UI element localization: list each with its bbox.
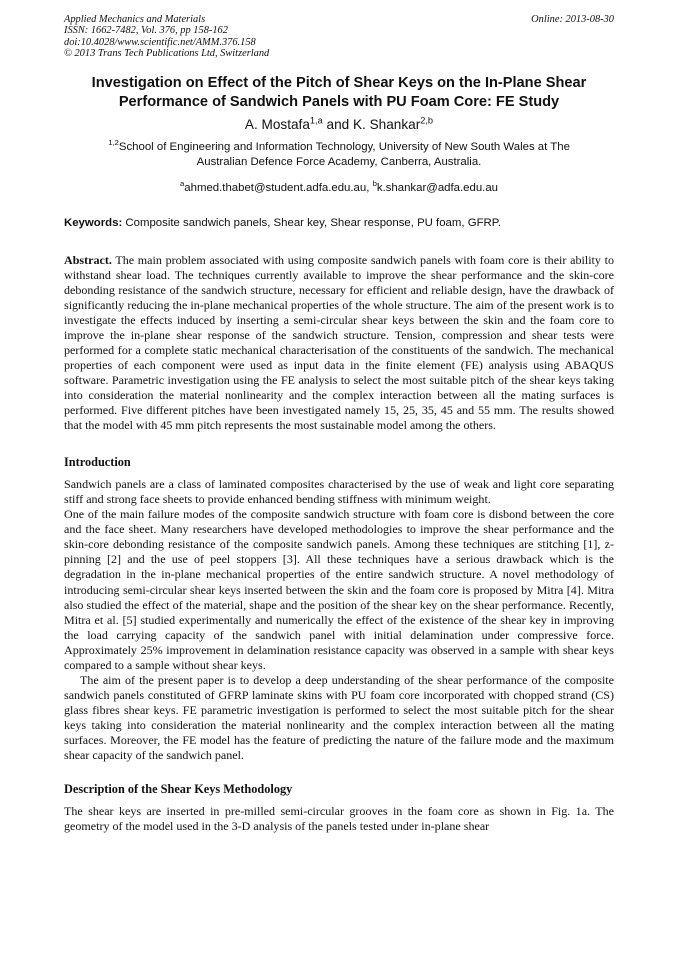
author-name: K. Shankar [352,116,421,132]
keywords [64,216,614,231]
journal-issn: ISSN: 1662-7482, Vol. 376, pp 158-162 [64,25,228,37]
paragraph: One of the main failure modes of the composite sandwich structure with foam core is disbond between the core and the face sheet. Many researchers have developed methodologies to improve the shear performance and the skin-core debonding resistance of the composite sandwich panels. Among these techniques are stitching [1], z-pinning [2] and the use of peel stoppers [3]. All these techniques have a serious drawback which is the degradation in the in-plane mechanical properties of the entire sandwich structure. A novel methodology of introducing semi-circular shear keys inserted between the skin and the foam core is proposed by Mitra [4]. Mitra also studied the effect of the material, shape and the position of the shear key on the shear performance. Recently, Mitra et al. [5] studied experimentally and numerically the effect of the existence of the shear key in improving the load carrying capacity of the sandwich panel with initial delamination under compressive force. Approximately 25% improvement in delamination resistance capacity was observed in a sample with shear keys compared to a sample without shear keys. [64,507,614,672]
journal-name: Applied Mechanics and Materials [64,14,206,25]
abstract-text: The main problem associated with using composite sandwich panels with foam core is their ability to withstand shear load. The techniques currently available to improve the shear performance and the skin-core debonding resistance of the sandwich structure, necessary for efficient and reliable design, have the drawback of significantly reducing the in-plane mechanical properties of the whole structure. The aim of the present work is to investigate the effects induced by inserting a semi-circular shear keys between the skin and the foam core to improve the in-plane shear response of the sandwich structure. Tension, compression and shear tests were performed for a complete static mechanical characterisation of the constituents of the sandwich. The mechanical properties of each component were used as input data in the finite element (FE) analysis using ABAQUS software. Parametric investigation using the FE analysis to select the most suitable pitch of the shear keys taking into consideration the material nonlinearity and the complex interaction between all the mating surfaces is performed. Five different pitches have been investigated namely 15, 25, 35, 45 and 55 mm. The results showed that the model with 45 mm pitch represents the most sustainable model among the others. [64,252,614,433]
affiliation-text: School of Engineering and Information Technology, University of New South Wales at The Australian Defence Force Academy, Canberra, Australia. [118,140,570,168]
journal-header [64,14,614,60]
paragraph: The shear keys are inserted in pre-milled semi-circular grooves in the foam core as shown in Fig. 1a. The geometry of the model used in the 3-D analysis of the panels tested under in-plane shear [64,804,614,834]
online-date: Online: 2013-08-30 [531,14,614,25]
abstract [64,253,614,434]
email-marker: b [372,178,377,188]
author-list [64,116,614,134]
journal-copyright: © 2013 Trans Tech Publications Ltd, Switzerland [64,48,270,60]
email-marker: a [179,178,185,188]
section-heading-introduction: Introduction [64,455,131,470]
paper-title: Investigation on Effect of the Pitch of Shear Keys on the In-Plane Shear Performance of Sandwich Panels with PU Foam Core: FE Study [91,74,587,110]
author-affiliation-marker: 1,a [309,115,323,126]
paragraph: Sandwich panels are a class of laminated composites characterised by the use of weak and light core separating stiff and strong face sheets to provide enhanced bending stiffness with minimum weight. [64,477,614,507]
keywords-text: Composite sandwich panels, Shear key, Shear response, PU foam, GFRP. [122,216,502,229]
author-name: A. Mostafa [244,116,310,132]
journal-info [64,14,269,60]
author-conjunction: and [322,116,353,132]
email-address: k.shankar@adfa.edu.au [376,181,498,194]
author-affiliation-marker: 2,b [420,115,434,126]
affiliation [64,137,614,170]
abstract-label: Abstract. [64,252,112,267]
affiliation-marker: 1,2 [108,137,119,147]
keywords-label: Keywords: [64,216,123,229]
journal-doi: doi:10.4028/www.scientific.net/AMM.376.158 [64,36,256,48]
author-emails [64,178,614,196]
paragraph: The aim of the present paper is to develop a deep understanding of the shear performance of the composite sandwich panels constituted of GFRP laminate skins with PU foam core incorporated with chopped strand (CS) glass fibres shear keys. FE parametric investigation is performed to select the most suitable pitch for the shear keys taking into consideration the material nonlinearity and the complex interaction between all the mating surfaces. Moreover, the FE model has the feature of predicting the nature of the failure mode and the maximum shear capacity of the sandwich panel. [64,672,614,763]
section-heading-description: Description of the Shear Keys Methodology [64,782,293,797]
email-address: ahmed.thabet@student.adfa.edu.au, [184,181,373,194]
